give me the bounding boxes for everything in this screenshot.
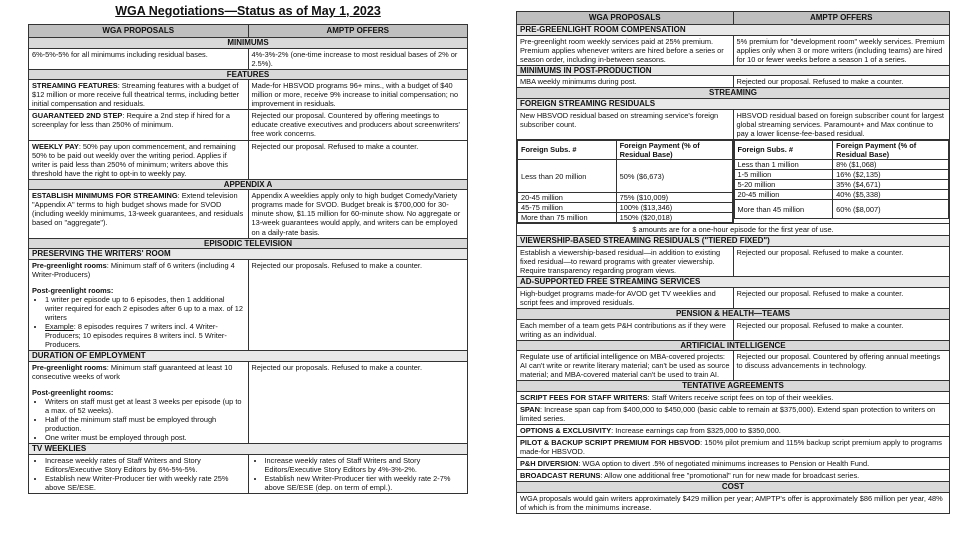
table-row — [518, 203, 733, 213]
duration-amptp: Rejected our proposals. Refused to make a counter. — [248, 362, 468, 444]
table-cell: 50% ($6,673) — [616, 160, 732, 193]
appendix-label: ESTABLISH MINIMUMS FOR STREAMING — [32, 191, 178, 201]
amptp-foreign-h2: Foreign Payment (% of Residual Base) — [833, 140, 949, 159]
table-cell: 100% ($13,346) — [616, 203, 732, 213]
table-row — [517, 319, 950, 340]
table-cell: 8% ($1,068) — [833, 160, 949, 170]
col-wga-header: WGA PROPOSALS — [29, 25, 249, 38]
subsection-tv-weeklies: TV WEEKLIES — [29, 444, 468, 455]
streaming-features-wga: : Streaming features with a budget of $12 million or more receive full theatrical terms, including better initial compensation and residuals. — [32, 81, 240, 109]
post-greenlight-label: Post-greenlight rooms: — [32, 286, 114, 296]
section-tentative: TENTATIVE AGREEMENTS — [517, 381, 950, 392]
table-row — [518, 213, 733, 223]
wga-foreign-h1: Foreign Subs. # — [518, 140, 617, 159]
table-row — [517, 287, 950, 308]
table-cell: 5-20 million — [734, 180, 833, 190]
minimums-amptp: 4%-3%-2% (one-time increase to most residual bases of 2% or 2.5%). — [248, 48, 468, 69]
minimums-wga: 6%-5%-5% for all minimums including residual bases. — [29, 48, 249, 69]
tentative-label: P&H DIVERSION — [520, 459, 579, 469]
section-ai: ARTIFICIAL INTELLIGENCE — [517, 340, 950, 351]
col-amptp-header: AMPTP OFFERS — [733, 12, 950, 25]
section-episodic-tv: EPISODIC TELEVISION — [29, 238, 468, 249]
second-step-label: GUARANTEED 2ND STEP — [32, 111, 123, 121]
table-cell: Less than 20 million — [518, 160, 617, 193]
table-row — [734, 180, 949, 190]
pension-amptp: Rejected our proposal. Refused to make a counter. — [733, 319, 950, 340]
page-title: WGA Negotiations—Status as of May 1, 2023 — [115, 4, 381, 18]
col-amptp-header: AMPTP OFFERS — [248, 25, 468, 38]
table-row — [517, 437, 950, 458]
streaming-features-label: STREAMING FEATURES — [32, 81, 118, 91]
table-row — [517, 246, 950, 276]
wga-foreign-h2: Foreign Payment (% of Residual Base) — [616, 140, 732, 159]
table-row — [517, 35, 950, 65]
list-item: • 1 writer per episode up to 6 episodes, then 1 additional writer required for each 2 episodes after 6 up to a max. of 12 writers — [45, 295, 245, 322]
tentative-label: OPTIONS & EXCLUSIVITY — [520, 426, 612, 436]
dur-post-greenlight-label: Post-greenlight rooms: — [32, 388, 114, 398]
left-page — [28, 0, 468, 549]
col-wga-header: WGA PROPOSALS — [517, 12, 734, 25]
cost-text: WGA proposals would gain writers approximately $429 million per year; AMPTP's offer is approximately $86 million per year, 48% of which is from the minimums increase. — [517, 493, 950, 514]
list-item — [45, 322, 245, 349]
second-step-amptp: Rejected our proposal. Countered by offering meetings to educate creative executives and producers about screenwriters' free work concerns. — [248, 110, 468, 140]
table-row — [518, 160, 733, 193]
table-cell: 45-75 million — [518, 203, 617, 213]
subsection-foreign-streaming: FOREIGN STREAMING RESIDUALS — [517, 99, 950, 110]
tentative-text: : Allow one additional free "promotional" run for new made for broadcast series. — [600, 471, 860, 481]
pension-wga: Each member of a team gets P&H contributions as if they were writing as an individual. — [517, 319, 734, 340]
ad-wga: High-budget programs made-for AVOD get TV weeklies and script fees and improved residuals. — [517, 287, 734, 308]
table-row — [29, 48, 468, 69]
list-item: • Establish new Writer-Producer tier with weekly rate 2-7% above SE/ESE (dep. on term of empl.). — [265, 474, 465, 492]
table-row — [517, 425, 950, 437]
viewership-wga: Establish a viewership-based residual—in addition to existing fixed residual—to reward programs with greater viewership. Require transparency regarding program views. — [517, 246, 734, 276]
table-cell: 60% ($8,007) — [833, 200, 949, 219]
subsection-ad-supported: AD-SUPPORTED FREE STREAMING SERVICES — [517, 277, 950, 288]
table-row — [734, 170, 949, 180]
tv-weeklies-wga-list — [32, 456, 245, 492]
amounts-note: $ amounts are for a one-hour episode for the first year of use. — [517, 224, 950, 236]
table-row — [517, 404, 950, 425]
section-post-production: MINIMUMS IN POST-PRODUCTION — [517, 65, 950, 76]
viewership-amptp: Rejected our proposal. Refused to make a counter. — [733, 246, 950, 276]
tentative-text: : WGA option to divert .5% of negotiated minimums increases to Pension or Health Fund. — [578, 459, 870, 469]
table-row — [29, 80, 468, 110]
foreign-amptp: HBSVOD residual based on foreign subscriber count for largest global streaming services. Paramount+ and Max continue to pay a lower license-fee-based residual. — [733, 109, 950, 139]
right-page — [516, 0, 950, 549]
section-pre-greenlight-comp: PRE-GREENLIGHT ROOM COMPENSATION — [517, 24, 950, 35]
tentative-text: : Increase span cap from $400,000 to $450,000 (basic cable to remain at $375,000). Extend span protection to writers on limited series. — [520, 405, 936, 424]
table-row — [734, 190, 949, 200]
second-step-wga: : Require a 2nd step if hired for a screenplay for less than 250% of minimum. — [32, 111, 230, 130]
wga-foreign-table — [517, 140, 733, 223]
list-item: • Increase weekly rates of Staff Writers and Story Editors/Executive Story Editors by 4%-3%-2%. — [265, 456, 465, 474]
foreign-wga: New HBSVOD residual based on streaming service's foreign subscriber count. — [517, 109, 734, 139]
table-row — [517, 392, 950, 404]
foreign-tables-row — [517, 139, 950, 223]
table-row — [517, 76, 950, 88]
table-cell: Less than 1 million — [734, 160, 833, 170]
table-row — [734, 200, 949, 219]
section-pension: PENSION & HEALTH—TEAMS — [517, 308, 950, 319]
table-row — [734, 160, 949, 170]
tentative-text: : 150% pilot premium and 115% backup script premium apply to programs made-for HBSVOD. — [520, 438, 942, 457]
section-streaming: STREAMING — [517, 88, 950, 99]
table-row — [29, 455, 468, 494]
ad-amptp: Rejected our proposal. Refused to make a counter. — [733, 287, 950, 308]
weekly-pay-wga: : 50% pay upon commencement, and remaining 50% to be paid out weekly over the writing period. Applies if writer is paid less than 250% of minimum; writers above this threshold have the right to opt-in to weekly pay. — [32, 141, 236, 178]
amptp-foreign-table — [734, 140, 950, 219]
column-header-row — [29, 25, 468, 38]
table-cell: 1-5 million — [734, 170, 833, 180]
example-text: : 8 episodes requires 7 writers incl. 4 Writer-Producers; 10 episodes requires 8 writers incl. 5 Writer-Producers. — [45, 322, 227, 350]
section-appendix-a: APPENDIX A — [29, 179, 468, 190]
dur-pre-greenlight-label: Pre-greenlight rooms — [32, 363, 107, 373]
section-cost: COST — [517, 482, 950, 493]
table-row — [517, 470, 950, 482]
list-item: • Writers on staff must get at least 3 weeks per episode (up to a max. of 52 weeks). — [45, 397, 245, 415]
writers-room-amptp: Rejected our proposals. Refused to make a counter. — [248, 260, 468, 351]
table-row — [517, 493, 950, 514]
table-cell: More than 75 million — [518, 213, 617, 223]
section-features: FEATURES — [29, 69, 468, 80]
tentative-text: : Staff Writers receive script fees on top of their weeklies. — [647, 393, 834, 403]
right-negotiations-table — [516, 11, 950, 514]
subsection-duration: DURATION OF EMPLOYMENT — [29, 351, 468, 362]
table-row — [29, 110, 468, 140]
table-cell: 20-45 million — [734, 190, 833, 200]
table-cell: 20-45 million — [518, 193, 617, 203]
table-cell: More than 45 million — [734, 200, 833, 219]
pre-greenlight-text: : Minimum staff of 6 writers (including 4 Writer-Producers) — [32, 261, 235, 280]
ai-wga: Regulate use of artificial intelligence on MBA-covered projects: AI can't write or rewrite literary material; can't be used as source material; and MBA-covered material can't be used to train AI. — [517, 351, 734, 381]
streaming-features-amptp: Made-for HBSVOD programs 96+ mins., with a budget of $40 million or more, receive 9% increase to initial compensation; no improvement in residuals. — [248, 80, 468, 110]
tentative-label: BROADCAST RERUNS — [520, 471, 601, 481]
table-row — [518, 193, 733, 203]
table-row — [517, 458, 950, 470]
example-label: Example — [45, 322, 74, 332]
pre-comp-amptp: 5% premium for "development room" weekly services. Premium applies only when 3 or more writers (including teams) are hired for 10 or fewer weeks before a season 1 of a series. — [733, 35, 950, 65]
left-negotiations-table — [28, 24, 468, 494]
table-row — [29, 260, 468, 351]
table-cell: 75% ($10,009) — [616, 193, 732, 203]
post-greenlight-list — [32, 295, 245, 349]
appendix-wga: : Extend television "Appendix A" terms to high budget shows made for SVOD (including weekly minimums, 13-week guarantees, and residuals based on "aggregate"). — [32, 191, 244, 228]
list-item: • One writer must be employed through post. — [45, 433, 245, 442]
tv-weeklies-amptp-list — [252, 456, 465, 492]
subsection-viewership: VIEWERSHIP-BASED STREAMING RESIDUALS ("TIERED FIXED") — [517, 236, 950, 247]
dur-pre-greenlight-text: : Minimum staff guaranteed at least 10 consecutive weeks of work — [32, 363, 233, 382]
list-item: • Half of the minimum staff must be employed through production. — [45, 415, 245, 433]
column-header-row — [517, 12, 950, 25]
pre-comp-wga: Pre-greenlight room weekly services paid at 25% premium. Premium applies whenever writers are hired before a series or season order, including in-between seasons. — [517, 35, 734, 65]
amptp-foreign-h1: Foreign Subs. # — [734, 140, 833, 159]
post-prod-amptp: Rejected our proposal. Refused to make a counter. — [733, 76, 950, 88]
section-minimums: MINIMUMS — [29, 37, 468, 48]
duration-list — [32, 397, 245, 442]
table-row — [29, 362, 468, 444]
tentative-label: SPAN — [520, 405, 540, 415]
table-cell: 35% ($4,671) — [833, 180, 949, 190]
table-cell: 150% ($20,018) — [616, 213, 732, 223]
table-row — [517, 109, 950, 139]
table-row — [29, 140, 468, 179]
table-row — [29, 190, 468, 238]
weekly-pay-label: WEEKLY PAY — [32, 141, 79, 151]
post-prod-wga: MBA weekly minimums during post. — [517, 76, 734, 88]
appendix-amptp: Appendix A weeklies apply only to high budget Comedy/Variety programs made for SVOD. Budget break is $700,000 for 30-minute show, $1.15 million for 60-minute show. No aggregate or 13-week guarantees would apply, and writers can be employed on a daily-rate basis. — [248, 190, 468, 238]
ai-amptp: Rejected our proposal. Countered by offering annual meetings to discuss advancements in technology. — [733, 351, 950, 381]
tentative-label: SCRIPT FEES FOR STAFF WRITERS — [520, 393, 648, 403]
table-row — [517, 351, 950, 381]
table-cell: 40% ($5,338) — [833, 190, 949, 200]
subsection-writers-room: PRESERVING THE WRITERS' ROOM — [29, 249, 468, 260]
weekly-pay-amptp: Rejected our proposal. Refused to make a counter. — [248, 140, 468, 179]
table-cell: 16% ($2,135) — [833, 170, 949, 180]
list-item: • Establish new Writer-Producer tier with weekly rate 25% above SE/ESE. — [45, 474, 245, 492]
list-item: • Increase weekly rates of Staff Writers and Story Editors/Executive Story Editors by 6%-5%-5%. — [45, 456, 245, 474]
tentative-label: PILOT & BACKUP SCRIPT PREMIUM FOR HBSVOD — [520, 438, 701, 448]
tentative-text: : Increase earnings cap from $325,000 to $350,000. — [611, 426, 781, 436]
pre-greenlight-label: Pre-greenlight rooms — [32, 261, 107, 271]
